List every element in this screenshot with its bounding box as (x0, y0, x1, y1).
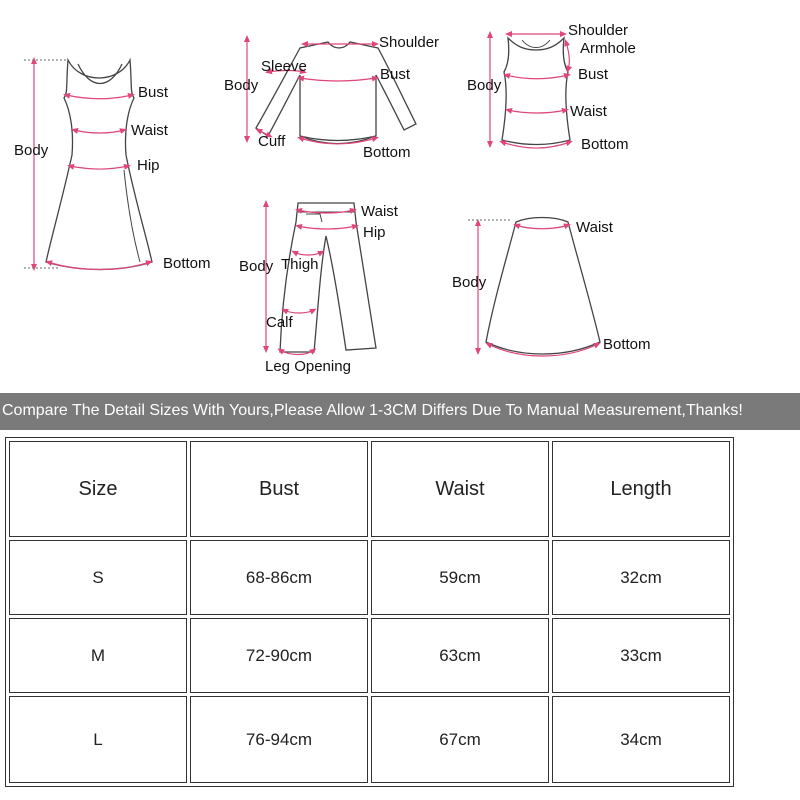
tank-waist-label: Waist (570, 103, 607, 120)
table-header-row (9, 441, 730, 537)
top-bottom-label: Bottom (363, 144, 411, 161)
cell-size: M (9, 618, 187, 693)
cell-length: 33cm (552, 618, 730, 693)
header-bust: Bust (190, 441, 368, 537)
cell-waist: 59cm (371, 540, 549, 615)
pants-calf-label: Calf (266, 314, 293, 331)
top-sleeve-label: Sleeve (261, 58, 307, 75)
size-chart-table (5, 437, 734, 787)
cell-bust: 72-90cm (190, 618, 368, 693)
tank-top-sketch (502, 38, 570, 145)
header-size: Size (9, 441, 187, 537)
dress-body-label: Body (14, 142, 49, 159)
top-bust-label: Bust (380, 66, 411, 83)
pants-sketch (280, 203, 376, 352)
cell-waist: 67cm (371, 696, 549, 783)
top-cuff-label: Cuff (258, 133, 286, 150)
cell-bust: 68-86cm (190, 540, 368, 615)
top-shoulder-label: Shoulder (379, 34, 440, 51)
tank-bust-label: Bust (578, 66, 609, 83)
cell-bust: 76-94cm (190, 696, 368, 783)
skirt-waist-label: Waist (576, 219, 613, 236)
pants-body-label: Body (239, 258, 274, 275)
header-waist: Waist (371, 441, 549, 537)
pants-thigh-label: Thigh (281, 256, 319, 273)
table-row (9, 696, 730, 783)
tank-bottom-label: Bottom (581, 136, 629, 153)
dress-hip-label: Hip (137, 157, 160, 174)
skirt-bottom-label: Bottom (603, 336, 651, 353)
skirt-body-label: Body (452, 274, 487, 291)
tank-body-label: Body (467, 77, 502, 94)
cell-size: L (9, 696, 187, 783)
measurement-diagram (0, 0, 800, 392)
pants-waist-label: Waist (361, 203, 398, 220)
pants-hip-label: Hip (363, 224, 386, 241)
dress-bust-label: Bust (138, 84, 169, 101)
table-row (9, 540, 730, 615)
dress-waist-label: Waist (131, 122, 168, 139)
cell-length: 32cm (552, 540, 730, 615)
table-row (9, 618, 730, 693)
measurement-note-text: Compare The Detail Sizes With Yours,Please Allow 1-3CM Differs Due To Manual Measurement,Thanks! (2, 402, 743, 419)
cell-length: 34cm (552, 696, 730, 783)
cell-size: S (9, 540, 187, 615)
tank-armhole-label: Armhole (580, 40, 636, 57)
header-length: Length (552, 441, 730, 537)
tank-shoulder-label: Shoulder (568, 22, 629, 39)
pants-leg-opening-label: Leg Opening (265, 358, 351, 375)
garment-sketches (0, 0, 800, 392)
measurement-note-banner (0, 393, 800, 430)
top-body-label: Body (224, 77, 259, 94)
dress-bottom-label: Bottom (163, 255, 211, 272)
cell-waist: 63cm (371, 618, 549, 693)
skirt-sketch (486, 218, 600, 355)
